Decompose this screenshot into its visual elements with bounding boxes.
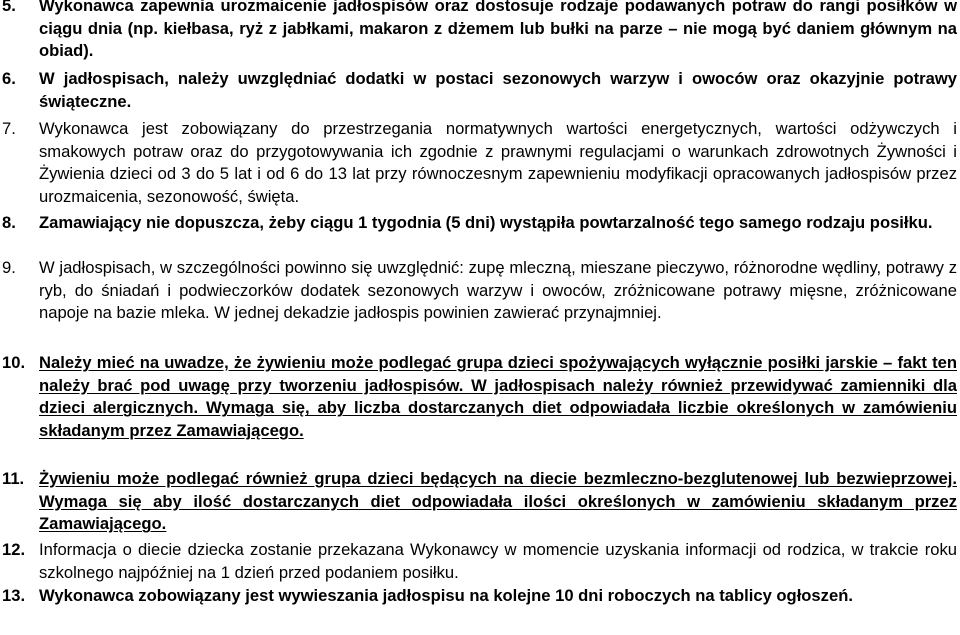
item-text: Wykonawca jest zobowiązany do przestrzegania normatywnych wartości energetycznych, wartości odżywczych i smakowych potraw oraz do przygotowywania ich zgodnie z prawnymi regulacjami o warunkach zdrowotnych Żywności i Żywienia dzieci od 3 do 5 lat i od 6 do 13 lat przy równoczesnym zapewnieniu modyfikacji opracowanych jadłospisów przez urozmaicenia, sezonowość, święta.	[39, 119, 957, 207]
item-text: W jadłospisach, w szczególności powinno się uwzględnić: zupę mleczną, mieszane pieczywo, różnorodne wędliny, potrawy z ryb, do śniadań i podwieczorków dodatek sezonowych warzyw i owoców, zróżnicowane potrawy mięsne, zróżnicowane napoje na bazie mleka. W jednej dekadzie jadłospis powinien zawierać przynajmniej.	[39, 258, 957, 323]
item-number: 8.	[2, 213, 16, 232]
item-text: W jadłospisach, należy uwzględniać dodatki w postaci sezonowych warzyw i owoców oraz okazyjnie potrawy świąteczne.	[39, 69, 957, 111]
list-item-13	[0, 585, 960, 608]
item-text: Wykonawca zapewnia urozmaicenie jadłospisów oraz dostosuje rodzaje podawanych potraw do rangi posiłków w ciągu dnia (np. kiełbasa, ryż z jabłkami, makaron z dżemem lub bułki na parze – nie mogą być daniem głównym na obiad).	[39, 0, 957, 61]
item-text: Informacja o diecie dziecka zostanie przekazana Wykonawcy w momencie uzyskania informacji od rodzica, w trakcie roku szkolnego najpóźniej na 1 dzień przed podaniem posiłku.	[39, 540, 957, 582]
list-item-5	[0, 0, 960, 63]
item-text: Zamawiający nie dopuszcza, żeby ciągu 1 tygodnia (5 dni) wystąpiła powtarzalność tego samego rodzaju posiłku.	[39, 213, 933, 232]
item-number: 13.	[2, 586, 26, 605]
item-text: Żywieniu może podlegać również grupa dzieci będących na diecie bezmleczno-bezglutenowej lub bezwieprzowej. Wymaga się aby ilość dostarczanych diet odpowiadała ilości określonych w zamówieniu składanym przez Zamawiającego.	[39, 469, 957, 534]
item-number: 9.	[2, 258, 16, 277]
item-number: 5.	[2, 0, 16, 15]
list-item-7	[0, 118, 960, 209]
item-number: 6.	[2, 69, 16, 88]
item-number: 7.	[2, 119, 16, 138]
item-text: Wykonawca zobowiązany jest wywieszania jadłospisu na kolejne 10 dni roboczych na tablicy ogłoszeń.	[39, 586, 853, 605]
list-item-6	[0, 68, 960, 113]
item-number: 10.	[2, 353, 26, 372]
item-text: Należy mieć na uwadze, że żywieniu może podlegać grupa dzieci spożywających wyłącznie posiłki jarskie – fakt ten należy brać pod uwagę przy tworzeniu jadłospisów. W jadłospisach należy również przewidywać zamienniki dla dzieci alergicznych. Wymaga się, aby liczba dostarczanych diet odpowiadała liczbie określonych w zamówieniu składanym przez Zamawiającego.	[39, 353, 957, 441]
list-item-8	[0, 212, 960, 235]
list-item-12	[0, 539, 960, 584]
item-number: 12.	[2, 540, 26, 559]
list-item-11	[0, 468, 960, 536]
list-item-10	[0, 352, 960, 443]
item-number: 11.	[2, 469, 25, 488]
list-item-9	[0, 257, 960, 325]
